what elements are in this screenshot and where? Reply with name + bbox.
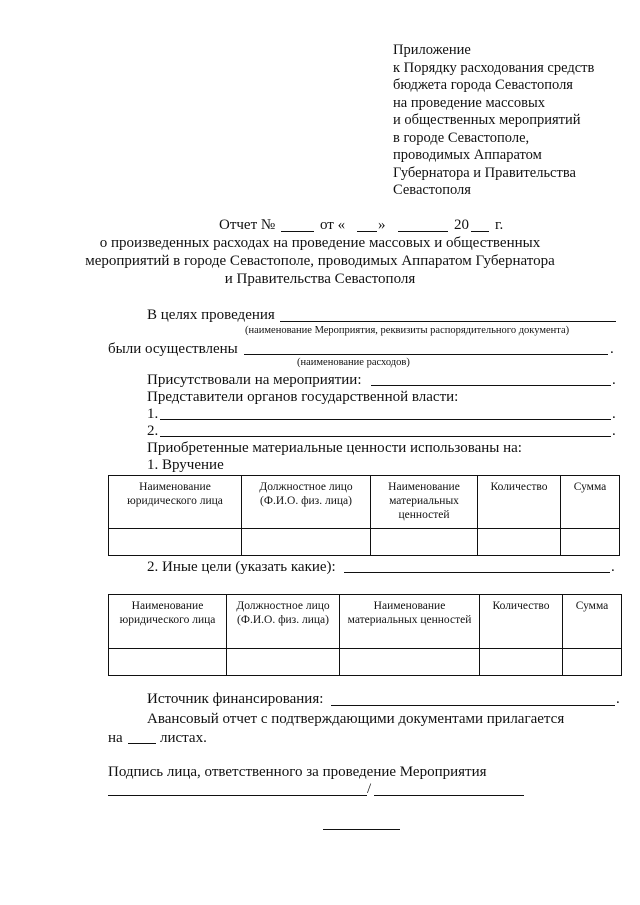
advance-line-1: Авансовый отчет с подтверждающими документами прилагается: [147, 711, 565, 727]
item-2-label: 2. Иные цели (указать какие):: [147, 559, 336, 575]
date-day-field[interactable]: [357, 231, 377, 232]
table-1-cell[interactable]: [242, 529, 371, 556]
title-line-2: о произведенных расходах на проведение массовых и общественных: [99, 235, 541, 251]
purpose-label: В целях проведения: [147, 307, 275, 323]
table-2-header-row: [109, 595, 622, 649]
date-month-field[interactable]: [398, 231, 448, 232]
source-field[interactable]: [331, 705, 615, 706]
advance-sheets-field[interactable]: [128, 743, 156, 744]
appendix-line: к Порядку расходования средств: [393, 59, 595, 76]
expenses-period: .: [610, 341, 614, 357]
reps-label: Представители органов государственной власти:: [147, 389, 459, 405]
table-1-header-cell: Количество: [478, 476, 561, 529]
table-1-cell[interactable]: [371, 529, 478, 556]
table-1-cell[interactable]: [109, 529, 242, 556]
table-1-header-cell: Сумма: [561, 476, 620, 529]
signature-name-field[interactable]: [374, 795, 524, 796]
appendix-line: Приложение: [393, 42, 471, 58]
table-2-header-cell: Наименование юридического лица: [109, 595, 227, 649]
closing-divider: [323, 829, 400, 830]
item-2-field[interactable]: [344, 572, 610, 573]
appendix-line: проводимых Аппаратом: [393, 147, 542, 163]
advance-on-label: на: [108, 730, 123, 746]
table-2-header-cell: Наименование материальных ценностей: [340, 595, 480, 649]
rep-1-label: 1.: [147, 406, 159, 422]
rep-1-field[interactable]: [160, 419, 611, 420]
table-2-cell[interactable]: [340, 649, 480, 676]
source-label: Источник финансирования:: [147, 691, 324, 707]
item-1-label: 1. Вручение: [147, 457, 224, 473]
table-1-header-cell: Наименование юридического лица: [109, 476, 242, 529]
table-2-cell[interactable]: [563, 649, 622, 676]
date-year-prefix: 20: [454, 217, 469, 233]
appendix-line: бюджета города Севастополя: [393, 77, 573, 93]
table-row: [109, 529, 620, 556]
table-1-header-row: [109, 476, 620, 529]
table-2-header-cell: Сумма: [563, 595, 622, 649]
title-line-4: и Правительства Севастополя: [224, 271, 416, 287]
appendix-line: в городе Севастополе,: [393, 129, 530, 146]
attended-label: Присутствовали на мероприятии:: [147, 372, 362, 388]
report-number-label: Отчет №: [219, 217, 276, 233]
table-2-cell[interactable]: [227, 649, 340, 676]
advance-sheets-label: листах.: [160, 730, 207, 746]
table-1-header-cell: Должностное лицо (Ф.И.О. физ. лица): [242, 476, 371, 529]
expenses-field[interactable]: [244, 354, 608, 355]
attended-period: .: [612, 372, 616, 388]
table-2-header-cell: Количество: [480, 595, 563, 649]
item-2-period: .: [611, 559, 615, 575]
appendix-block: [393, 42, 594, 200]
date-quote-close: »: [378, 217, 386, 233]
attended-field[interactable]: [371, 385, 611, 386]
used-label: Приобретенные материальные ценности использованы на:: [147, 440, 522, 456]
table-2-cell[interactable]: [480, 649, 563, 676]
signature-slash: /: [367, 781, 372, 797]
table-1: [108, 475, 620, 556]
appendix-line: и общественных мероприятий: [393, 112, 581, 128]
table-2: [108, 594, 622, 676]
appendix-line: Губернатора и Правительства: [393, 164, 576, 181]
purpose-caption: (наименование Мероприятия, реквизиты распорядительного документа): [245, 325, 570, 336]
source-period: .: [616, 691, 620, 707]
purpose-field[interactable]: [280, 321, 616, 322]
table-2-cell[interactable]: [109, 649, 227, 676]
table-1-cell[interactable]: [561, 529, 620, 556]
date-from-label: от «: [320, 217, 346, 233]
report-number-field[interactable]: [281, 231, 314, 232]
date-year-suffix: г.: [495, 217, 504, 233]
signature-label: Подпись лица, ответственного за проведение Мероприятия: [108, 764, 487, 780]
table-row: [109, 649, 622, 676]
title-line-3: мероприятий в городе Севастополе, проводимых Аппаратом Губернатора: [85, 253, 555, 269]
rep-1-period: .: [612, 406, 616, 422]
appendix-line: на проведение массовых: [393, 94, 545, 111]
rep-2-field[interactable]: [160, 436, 611, 437]
table-1-cell[interactable]: [478, 529, 561, 556]
expenses-caption: (наименование расходов): [297, 357, 410, 368]
appendix-line: Севастополя: [393, 182, 471, 198]
signature-field[interactable]: [108, 795, 367, 796]
rep-2-period: .: [612, 423, 616, 439]
date-year-field[interactable]: [471, 231, 489, 232]
table-2-header-cell: Должностное лицо (Ф.И.О. физ. лица): [227, 595, 340, 649]
rep-2-label: 2.: [147, 423, 159, 439]
table-1-header-cell: Наименование материальных ценностей: [371, 476, 478, 529]
expenses-label: были осуществлены: [108, 341, 238, 357]
